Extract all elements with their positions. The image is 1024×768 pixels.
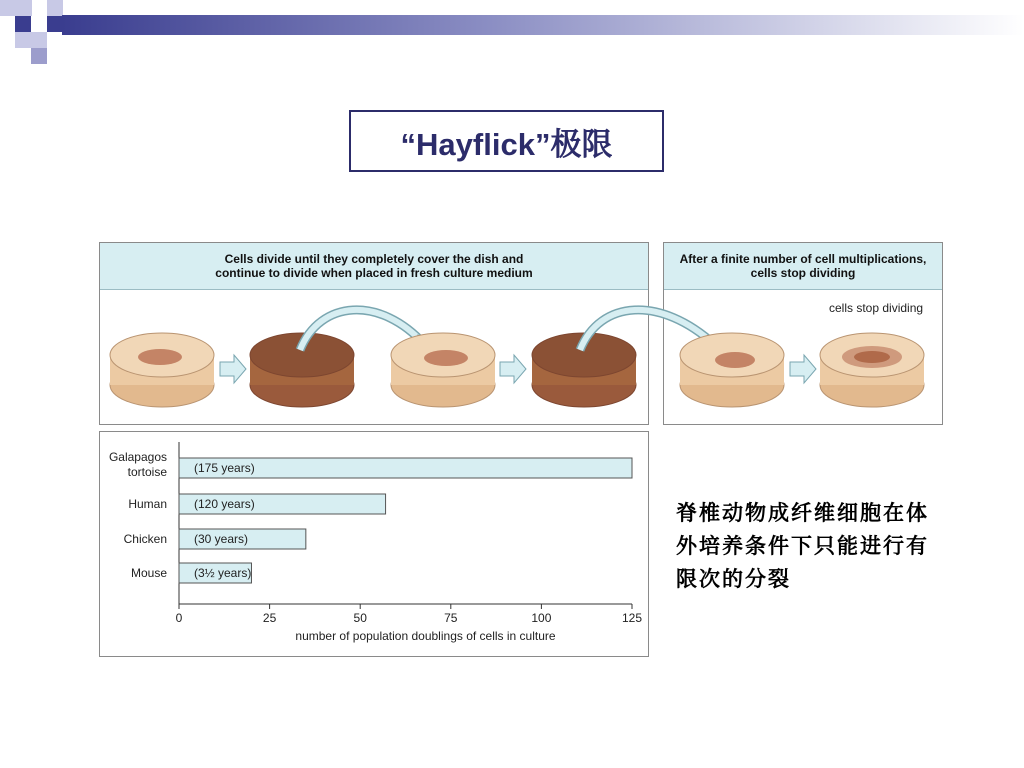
x-tick-label-0: 0 xyxy=(175,611,183,625)
diagram-panel-right xyxy=(663,242,943,425)
x-axis-title: number of population doublings of cells in culture xyxy=(295,629,556,643)
corner-square xyxy=(0,0,32,16)
slide-note: 脊椎动物成纤维细胞在体外培养条件下只能进行有限次的分裂 xyxy=(676,501,929,591)
corner-square xyxy=(31,32,47,48)
panel-left-caption: Cells divide until they completely cover the dish and continue to divide when placed in fresh culture medium xyxy=(100,243,648,290)
corner-square xyxy=(47,16,63,32)
x-tick-label-3: 75 xyxy=(444,611,458,625)
corner-square xyxy=(31,16,47,32)
stop-dividing-label: cells stop dividing xyxy=(829,301,924,315)
bar-label-1: (120 years) xyxy=(194,497,255,511)
category-label-3: Mouse xyxy=(130,566,167,580)
bar-label-3: (3½ years) xyxy=(194,566,252,580)
category-label-1: Human xyxy=(128,497,167,511)
x-tick-label-1: 25 xyxy=(262,611,277,625)
category-label-0: Galapagos xyxy=(108,450,167,464)
panel-right-caption: After a finite number of cell multiplications, cells stop dividing xyxy=(664,243,942,290)
corner-square xyxy=(31,48,47,64)
x-tick-label-4: 100 xyxy=(531,611,552,625)
bar-label-2: (30 years) xyxy=(194,532,249,546)
x-tick-label-2: 50 xyxy=(353,611,367,625)
corner-square xyxy=(15,16,31,32)
diagram-panel-left xyxy=(99,242,649,425)
category-label-0-line2: tortoise xyxy=(127,465,167,479)
bar-label-0: (175 years) xyxy=(194,461,255,475)
category-label-2: Chicken xyxy=(123,532,167,546)
x-tick-label-5: 125 xyxy=(621,611,643,625)
corner-square xyxy=(15,32,31,48)
corner-square xyxy=(47,0,63,16)
slide-title: “Hayflick”极限 xyxy=(349,110,664,172)
doublings-bar-chart xyxy=(100,432,648,656)
lifespan-chart-panel xyxy=(99,431,649,657)
header-gradient-bar xyxy=(62,15,1024,35)
